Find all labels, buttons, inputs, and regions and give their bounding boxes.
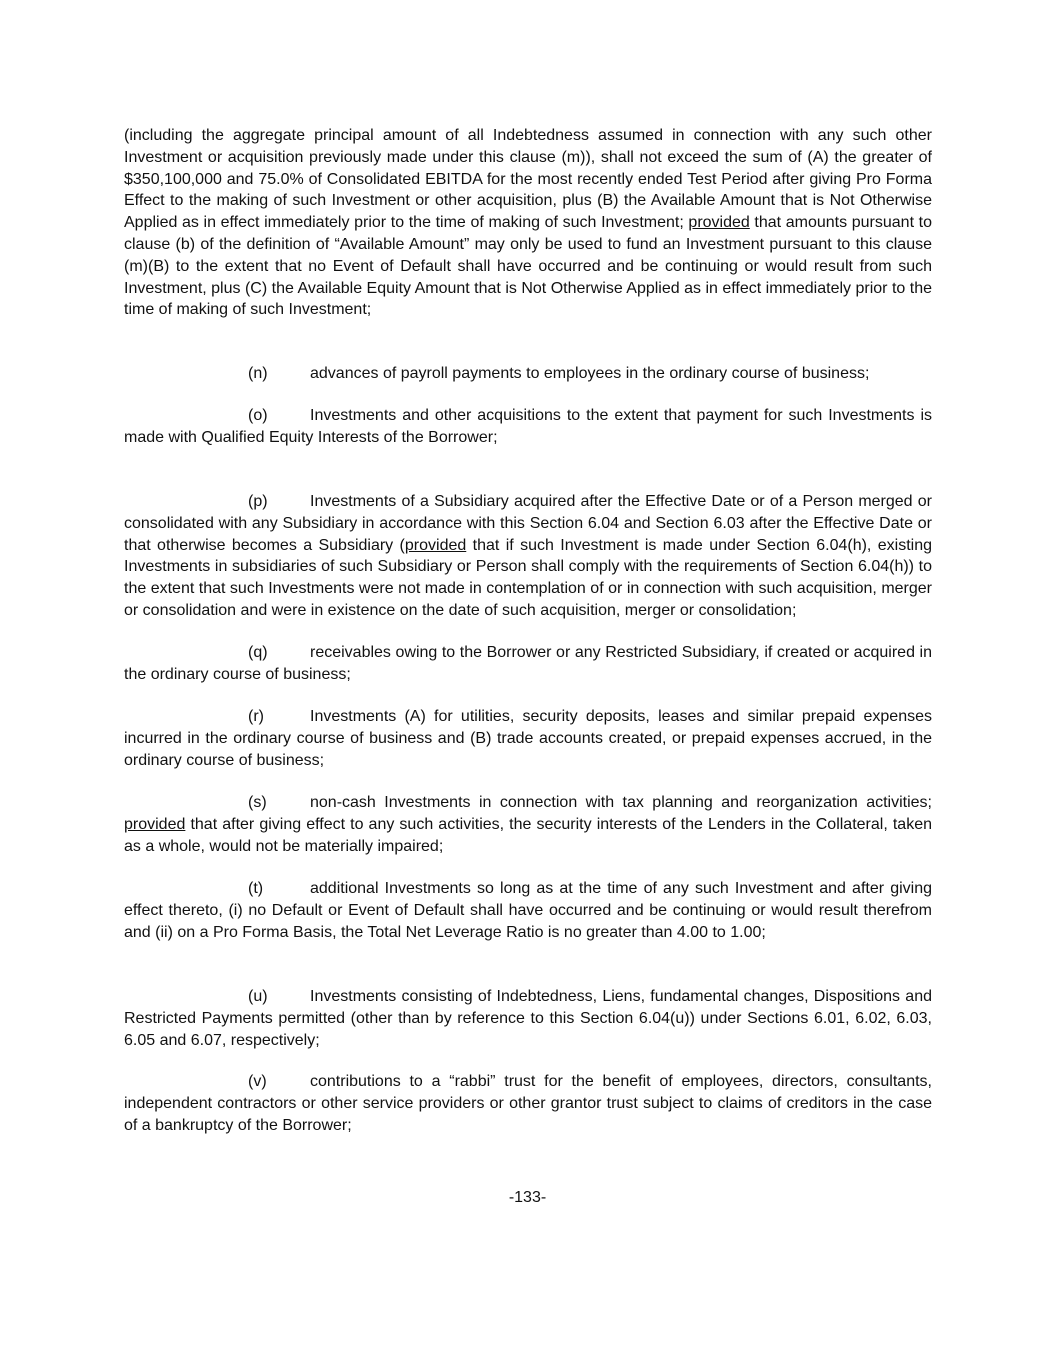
clause-label: (r) <box>248 708 264 725</box>
clause-label: (v) <box>248 1073 267 1090</box>
paragraph-text: Investments consisting of Indebtedness, Liens, fundamental changes, Dispositions and Restricted Payments permitted (other than by reference to this Section 6.04(u)) under Sections 6.01, 6.02, 6.03, 6.05 and 6.07, respectively; <box>124 988 932 1049</box>
clause-label: (u) <box>248 988 268 1005</box>
paragraph-r <box>124 706 932 771</box>
paragraph-text: Investments (A) for utilities, security deposits, leases and similar prepaid expenses incurred in the ordinary course of business and (B) trade accounts created, or prepaid expenses accrued, in the ordinary course of business; <box>124 708 932 769</box>
paragraph-text: receivables owing to the Borrower or any Restricted Subsidiary, if created or acquired in the ordinary course of business; <box>124 644 932 683</box>
paragraph-text: non-cash Investments in connection with tax planning and reorganization activities; <box>310 794 932 811</box>
paragraph-n <box>124 363 932 385</box>
paragraph-u <box>124 986 932 1051</box>
clause-label: (t) <box>248 880 264 897</box>
paragraph-text: that after giving effect to any such activities, the security interests of the Lenders in the Collateral, taken as a whole, would not be materially impaired; <box>124 815 932 855</box>
paragraph-q <box>124 642 932 686</box>
provided-term: provided <box>688 214 750 232</box>
paragraph-text: Investments and other acquisitions to the extent that payment for such Investments is made with Qualified Equity Interests of the Borrower; <box>124 407 932 446</box>
clause-label: (p) <box>248 493 268 510</box>
paragraph-text: Investments of a Subsidiary acquired after the Effective Date or of a Person merged or consolidated with any Subsidiary in accordance with this Section 6.04 and Section 6.03 after the Effective Date or that otherwise becomes a Subsidiary ( <box>124 493 932 554</box>
paragraph-m-continuation <box>124 125 932 321</box>
provided-term: provided <box>124 815 186 833</box>
paragraph-s <box>124 792 932 857</box>
clause-label: (n) <box>248 365 268 382</box>
paragraph-text: (including the aggregate principal amount of all Indebtedness assumed in connection with any such other Investment or acquisition previously made under this clause (m)), shall not exceed the sum of (A) the greater of $350,100,000 and 75.0% of Consolidated EBITDA for the most recently ended Test Period after giving Pro Forma Effect to the making of such Investment or other acquisition, plus (B) the Available Amount that is Not Otherwise Applied as in effect immediately prior to the time of making of such Investment; <box>124 127 932 232</box>
paragraph-text: that if such Investment is made under Section 6.04(h), existing Investments in subsidiaries of such Subsidiary or Person shall comply with the requirements of Section 6.04(h)) to the extent that such Investments were not made in contemplation of or in connection with such acquisition, merger or consolidation and were in existence on the date of such acquisition, merger or consolidation; <box>124 536 933 619</box>
paragraph-v <box>124 1071 932 1136</box>
paragraph-p <box>124 491 932 622</box>
page-number: -133- <box>508 1189 547 1206</box>
paragraph-text: advances of payroll payments to employees in the ordinary course of business; <box>310 365 870 382</box>
paragraph-o <box>124 405 932 449</box>
provided-term: provided <box>404 536 467 554</box>
clause-label: (q) <box>248 644 268 661</box>
paragraph-text: additional Investments so long as at the time of any such Investment and after giving effect thereto, (i) no Default or Event of Default shall have occurred and be continuing or would result therefrom and (ii) on a Pro Forma Basis, the Total Net Leverage Ratio is no greater than 4.00 to 1.00; <box>124 880 932 941</box>
clause-label: (o) <box>248 407 268 424</box>
paragraph-t <box>124 878 932 943</box>
clause-label: (s) <box>248 794 267 811</box>
paragraph-text: that amounts pursuant to clause (b) of the definition of “Available Amount” may only be used to fund an Investment pursuant to this clause (m)(B) to the extent that no Event of Default shall have occurred and be continuing or would result from such Investment, plus (C) the Available Equity Amount that is Not Otherwise Applied as in effect immediately prior to the time of making of such Investment; <box>124 214 933 319</box>
paragraph-text: contributions to a “rabbi” trust for the benefit of employees, directors, consultants, independent contractors or other service providers or other grantor trust subject to claims of creditors in the case of a bankruptcy of the Borrower; <box>124 1073 932 1134</box>
